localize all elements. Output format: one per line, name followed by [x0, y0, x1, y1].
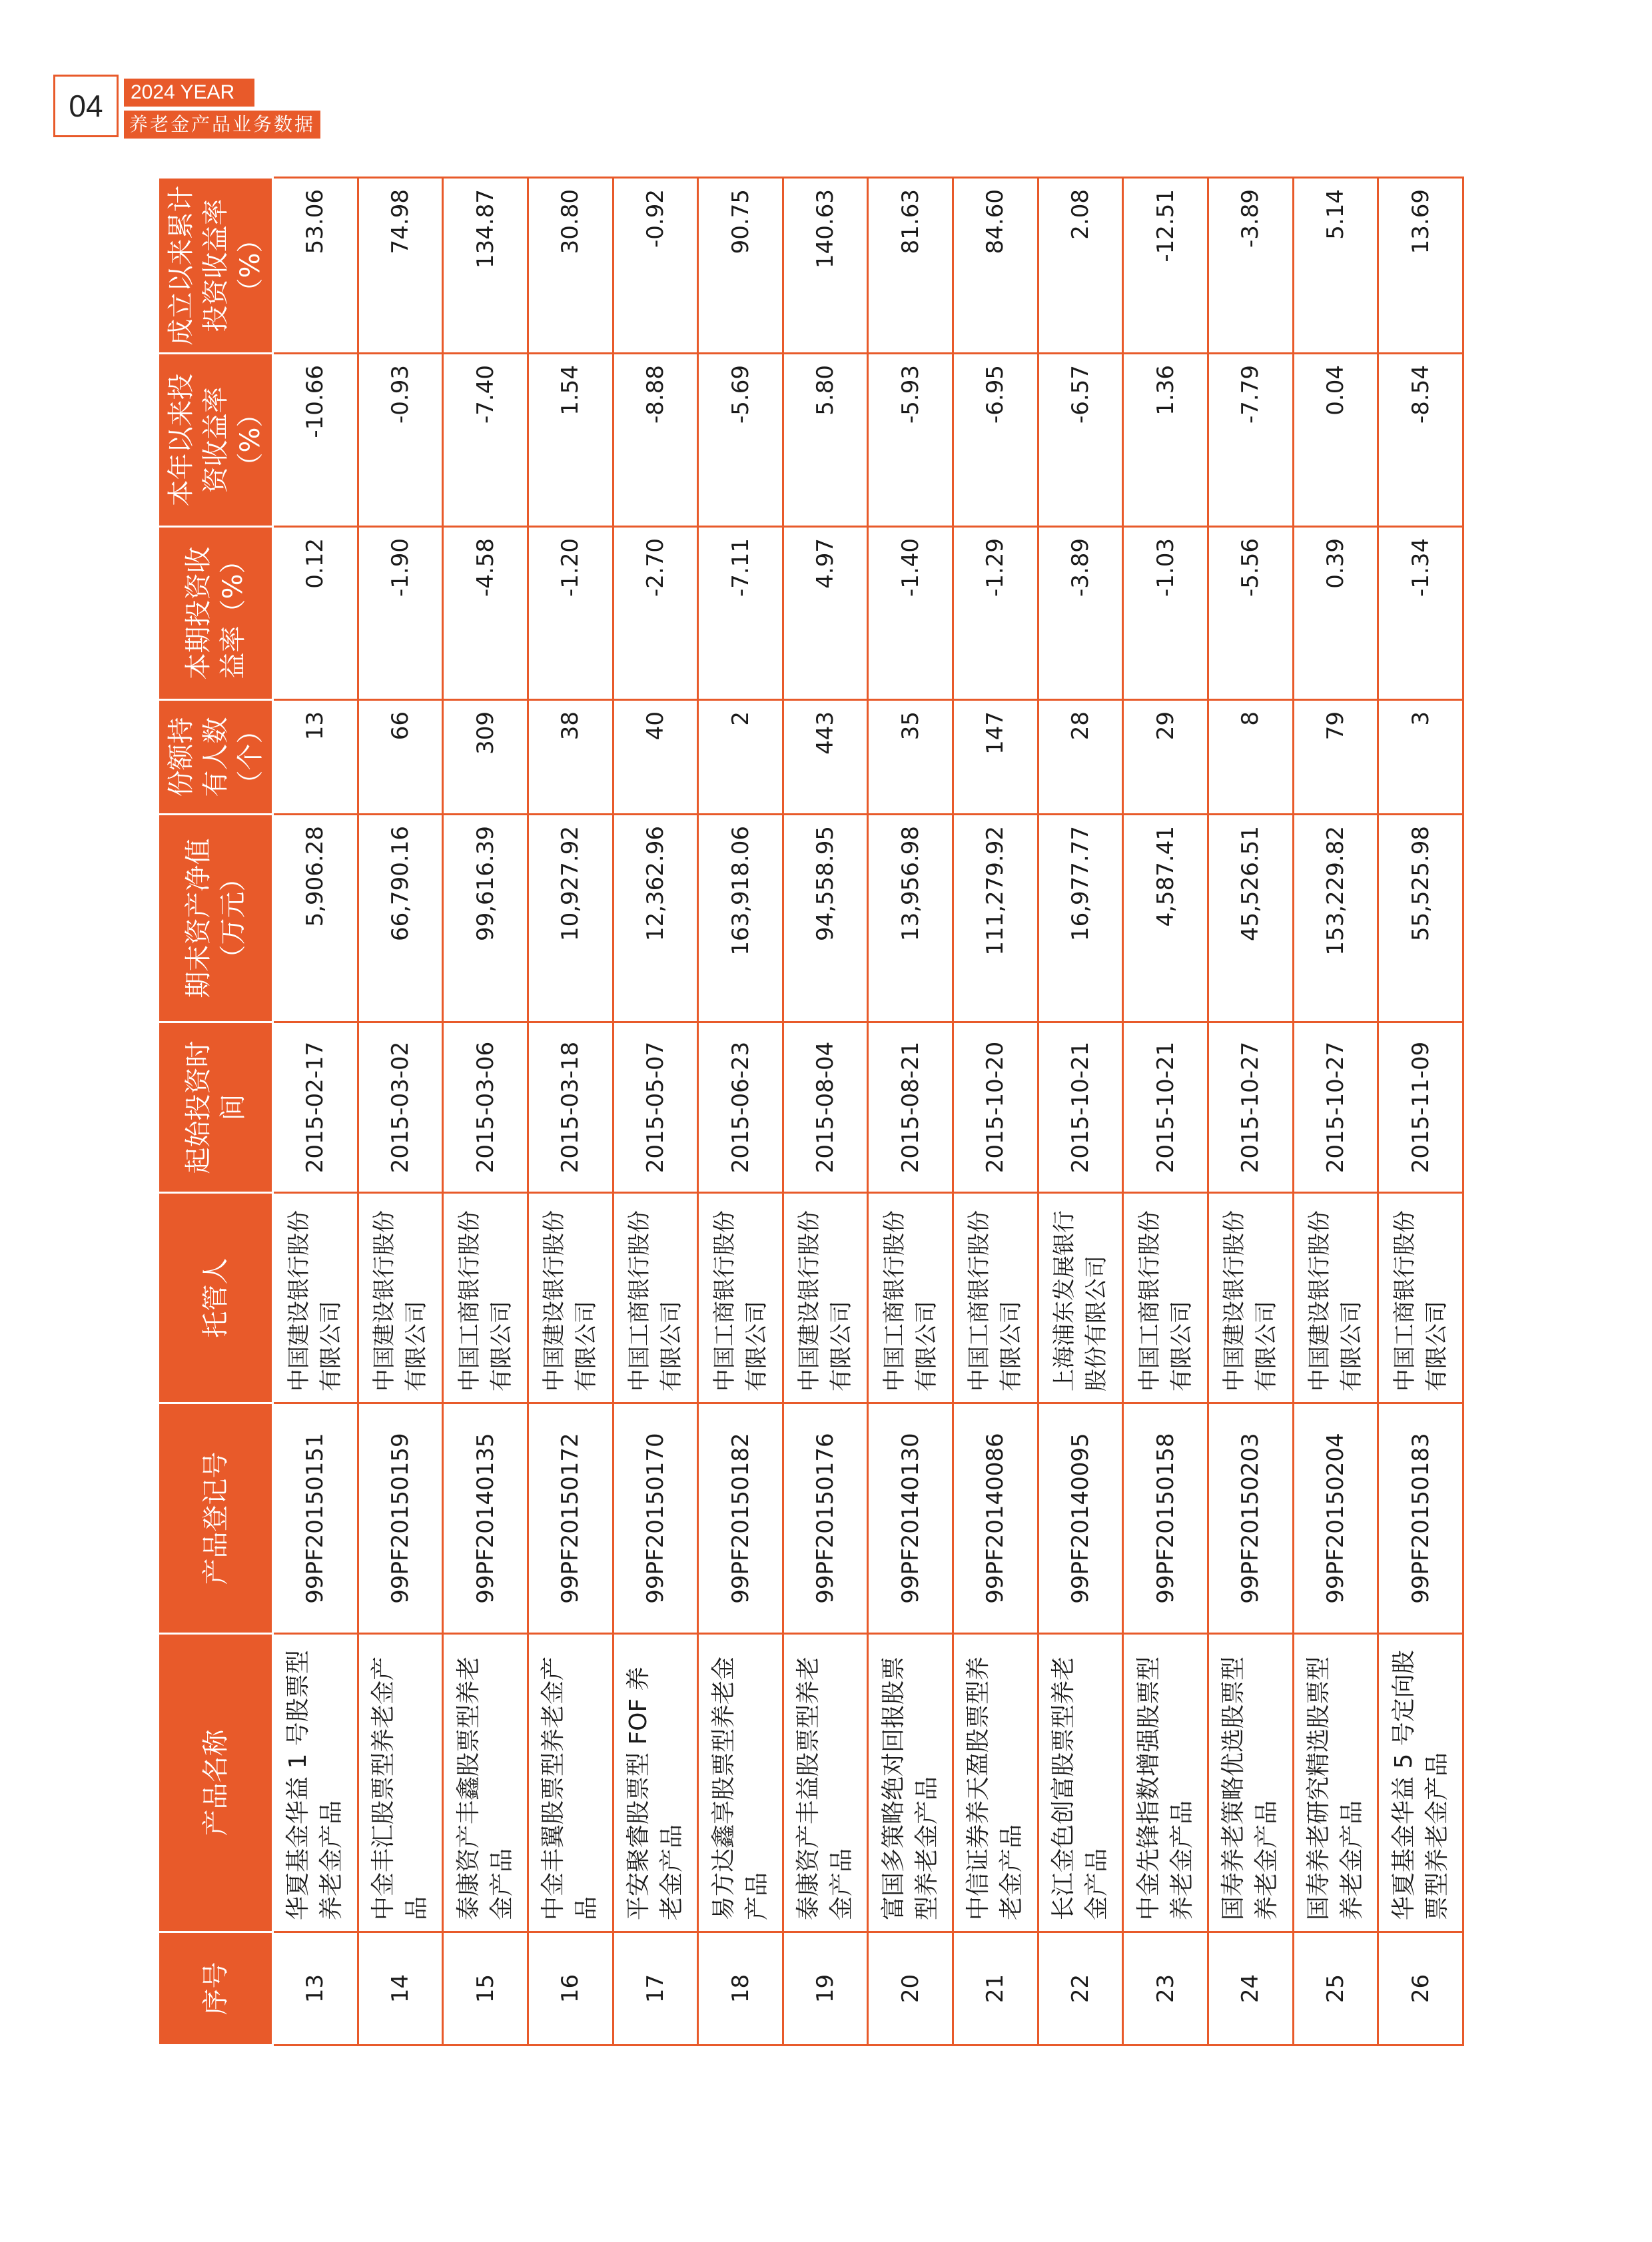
cell-period-return: -1.34	[1378, 527, 1463, 700]
cell-nav: 10,927.92	[528, 815, 613, 1022]
table-row	[1038, 178, 1123, 2046]
table-row	[1123, 178, 1208, 2046]
col-header-ytd-return: 本年以来投资收益率（%）	[159, 354, 273, 527]
cell-holders: 28	[1038, 700, 1123, 815]
cell-cum-return: -0.92	[613, 178, 698, 354]
cell-registration-no: 99PF20150151	[273, 1403, 358, 1634]
cell-cum-return: 30.80	[528, 178, 613, 354]
header-labels	[124, 75, 320, 139]
cell-product-name: 平安聚睿股票型 FOF 养老金产品	[613, 1634, 698, 1932]
cell-holders: 147	[953, 700, 1038, 815]
cell-no: 14	[358, 1932, 443, 2046]
cell-start-date: 2015-02-17	[273, 1022, 358, 1193]
cell-cum-return: 90.75	[698, 178, 783, 354]
cell-period-return: -5.56	[1208, 527, 1294, 700]
cell-no: 15	[443, 1932, 528, 2046]
cell-cum-return: 74.98	[358, 178, 443, 354]
cell-custodian: 上海浦东发展银行股份有限公司	[1038, 1193, 1123, 1403]
cell-registration-no: 99PF20140130	[868, 1403, 953, 1634]
cell-custodian: 中国建设银行股份有限公司	[1293, 1193, 1378, 1403]
cell-period-return: -3.89	[1038, 527, 1123, 700]
cell-ytd-return: -5.69	[698, 354, 783, 527]
cell-cum-return: -12.51	[1123, 178, 1208, 354]
table-row	[358, 178, 443, 2046]
col-header-custodian: 托管人	[159, 1193, 273, 1403]
cell-product-name: 华夏基金华益 5 号定向股票型养老金产品	[1378, 1634, 1463, 1932]
cell-ytd-return: -10.66	[273, 354, 358, 527]
cell-registration-no: 99PF20140086	[953, 1403, 1038, 1634]
cell-period-return: -4.58	[443, 527, 528, 700]
col-header-no: 序号	[159, 1932, 273, 2046]
cell-product-name: 华夏基金华益 1 号股票型养老金产品	[273, 1634, 358, 1932]
cell-registration-no: 99PF20140135	[443, 1403, 528, 1634]
cell-holders: 35	[868, 700, 953, 815]
cell-custodian: 中国建设银行股份有限公司	[528, 1193, 613, 1403]
cell-start-date: 2015-10-27	[1208, 1022, 1294, 1193]
table-row	[868, 178, 953, 2046]
cell-period-return: 4.97	[783, 527, 868, 700]
cell-cum-return: 2.08	[1038, 178, 1123, 354]
cell-period-return: -1.03	[1123, 527, 1208, 700]
cell-nav: 163,918.06	[698, 815, 783, 1022]
cell-ytd-return: -5.93	[868, 354, 953, 527]
cell-start-date: 2015-05-07	[613, 1022, 698, 1193]
cell-no: 16	[528, 1932, 613, 2046]
cell-nav: 5,906.28	[273, 815, 358, 1022]
cell-custodian: 中国工商银行股份有限公司	[698, 1193, 783, 1403]
cell-custodian: 中国工商银行股份有限公司	[613, 1193, 698, 1403]
cell-start-date: 2015-11-09	[1378, 1022, 1463, 1193]
table-row	[443, 178, 528, 2046]
table-row	[1208, 178, 1294, 2046]
table-row	[273, 178, 358, 2046]
cell-period-return: -1.40	[868, 527, 953, 700]
cell-no: 24	[1208, 1932, 1294, 2046]
cell-start-date: 2015-03-06	[443, 1022, 528, 1193]
cell-nav: 94,558.95	[783, 815, 868, 1022]
col-header-start: 起始投资时间	[159, 1022, 273, 1193]
cell-nav: 153,229.82	[1293, 815, 1378, 1022]
cell-period-return: 0.39	[1293, 527, 1378, 700]
cell-nav: 13,956.98	[868, 815, 953, 1022]
cell-custodian: 中国建设银行股份有限公司	[273, 1193, 358, 1403]
cell-no: 21	[953, 1932, 1038, 2046]
cell-product-name: 国寿养老策略优选股票型养老金产品	[1208, 1634, 1294, 1932]
cell-ytd-return: 1.54	[528, 354, 613, 527]
cell-registration-no: 99PF20140095	[1038, 1403, 1123, 1634]
cell-start-date: 2015-08-04	[783, 1022, 868, 1193]
cell-no: 18	[698, 1932, 783, 2046]
cell-nav: 16,977.77	[1038, 815, 1123, 1022]
col-header-holders: 份额持有人数（个）	[159, 700, 273, 815]
cell-ytd-return: -0.93	[358, 354, 443, 527]
cell-holders: 13	[273, 700, 358, 815]
cell-start-date: 2015-10-20	[953, 1022, 1038, 1193]
cell-cum-return: 13.69	[1378, 178, 1463, 354]
table-row	[953, 178, 1038, 2046]
col-header-period-return: 本期投资收益率（%）	[159, 527, 273, 700]
cell-holders: 443	[783, 700, 868, 815]
cell-product-name: 中金丰翼股票型养老金产品	[528, 1634, 613, 1932]
cell-ytd-return: -8.88	[613, 354, 698, 527]
cell-period-return: -1.29	[953, 527, 1038, 700]
cell-ytd-return: -6.95	[953, 354, 1038, 527]
cell-period-return: -7.11	[698, 527, 783, 700]
cell-cum-return: 81.63	[868, 178, 953, 354]
cell-nav: 66,790.16	[358, 815, 443, 1022]
cell-no: 19	[783, 1932, 868, 2046]
table-row	[528, 178, 613, 2046]
cell-no: 20	[868, 1932, 953, 2046]
cell-custodian: 中国工商银行股份有限公司	[1123, 1193, 1208, 1403]
cell-product-name: 富国多策略绝对回报股票型养老金产品	[868, 1634, 953, 1932]
table-row	[698, 178, 783, 2046]
cell-registration-no: 99PF20150172	[528, 1403, 613, 1634]
cell-holders: 79	[1293, 700, 1378, 815]
cell-registration-no: 99PF20150170	[613, 1403, 698, 1634]
page-number: 04	[53, 75, 119, 137]
cell-period-return: 0.12	[273, 527, 358, 700]
cell-start-date: 2015-10-27	[1293, 1022, 1378, 1193]
cell-holders: 8	[1208, 700, 1294, 815]
cell-no: 23	[1123, 1932, 1208, 2046]
table-row	[613, 178, 698, 2046]
cell-registration-no: 99PF20150204	[1293, 1403, 1378, 1634]
cell-custodian: 中国工商银行股份有限公司	[1378, 1193, 1463, 1403]
year-label: 2024 YEAR	[124, 79, 254, 107]
cell-nav: 45,526.51	[1208, 815, 1294, 1022]
col-header-reg: 产品登记号	[159, 1403, 273, 1634]
cell-custodian: 中国工商银行股份有限公司	[443, 1193, 528, 1403]
cell-product-name: 中金先锋指数增强股票型养老金产品	[1123, 1634, 1208, 1932]
cell-start-date: 2015-06-23	[698, 1022, 783, 1193]
cell-holders: 3	[1378, 700, 1463, 815]
col-header-nav: 期末资产净值（万元）	[159, 815, 273, 1022]
cell-cum-return: -3.89	[1208, 178, 1294, 354]
section-subtitle: 养老金产品业务数据	[124, 111, 320, 139]
cell-registration-no: 99PF20150159	[358, 1403, 443, 1634]
cell-product-name: 长江金色创富股票型养老金产品	[1038, 1634, 1123, 1932]
cell-product-name: 国寿养老研究精选股票型养老金产品	[1293, 1634, 1378, 1932]
cell-start-date: 2015-10-21	[1038, 1022, 1123, 1193]
cell-start-date: 2015-08-21	[868, 1022, 953, 1193]
cell-no: 17	[613, 1932, 698, 2046]
cell-cum-return: 134.87	[443, 178, 528, 354]
cell-no: 25	[1293, 1932, 1378, 2046]
cell-product-name: 中信证券养天盈股票型养老金产品	[953, 1634, 1038, 1932]
cell-nav: 12,362.96	[613, 815, 698, 1022]
cell-nav: 4,587.41	[1123, 815, 1208, 1022]
cell-product-name: 泰康资产丰益股票型养老金产品	[783, 1634, 868, 1932]
table-row	[1378, 178, 1463, 2046]
cell-holders: 2	[698, 700, 783, 815]
cell-no: 26	[1378, 1932, 1463, 2046]
cell-registration-no: 99PF20150203	[1208, 1403, 1294, 1634]
cell-custodian: 中国工商银行股份有限公司	[868, 1193, 953, 1403]
cell-custodian: 中国工商银行股份有限公司	[953, 1193, 1038, 1403]
cell-holders: 40	[613, 700, 698, 815]
cell-cum-return: 140.63	[783, 178, 868, 354]
cell-holders: 309	[443, 700, 528, 815]
cell-ytd-return: 1.36	[1123, 354, 1208, 527]
cell-registration-no: 99PF20150183	[1378, 1403, 1463, 1634]
cell-registration-no: 99PF20150158	[1123, 1403, 1208, 1634]
cell-holders: 38	[528, 700, 613, 815]
page-header	[53, 75, 320, 139]
cell-ytd-return: 5.80	[783, 354, 868, 527]
table-header-row	[159, 178, 273, 2046]
cell-period-return: -1.20	[528, 527, 613, 700]
cell-nav: 99,616.39	[443, 815, 528, 1022]
cell-start-date: 2015-03-18	[528, 1022, 613, 1193]
cell-ytd-return: 0.04	[1293, 354, 1378, 527]
cell-start-date: 2015-10-21	[1123, 1022, 1208, 1193]
col-header-name: 产品名称	[159, 1634, 273, 1932]
cell-cum-return: 5.14	[1293, 178, 1378, 354]
cell-holders: 29	[1123, 700, 1208, 815]
cell-ytd-return: -6.57	[1038, 354, 1123, 527]
rotated-table-wrapper	[157, 179, 1464, 2046]
cell-registration-no: 99PF20150182	[698, 1403, 783, 1634]
table-row	[783, 178, 868, 2046]
cell-period-return: -1.90	[358, 527, 443, 700]
cell-product-name: 泰康资产丰鑫股票型养老金产品	[443, 1634, 528, 1932]
cell-no: 22	[1038, 1932, 1123, 2046]
cell-holders: 66	[358, 700, 443, 815]
cell-registration-no: 99PF20150176	[783, 1403, 868, 1634]
cell-custodian: 中国建设银行股份有限公司	[358, 1193, 443, 1403]
cell-period-return: -2.70	[613, 527, 698, 700]
cell-ytd-return: -8.54	[1378, 354, 1463, 527]
cell-start-date: 2015-03-02	[358, 1022, 443, 1193]
pension-product-table	[157, 177, 1464, 2046]
col-header-cum-return: 成立以来累计投资收益率（%）	[159, 178, 273, 354]
cell-ytd-return: -7.40	[443, 354, 528, 527]
cell-custodian: 中国建设银行股份有限公司	[783, 1193, 868, 1403]
cell-cum-return: 53.06	[273, 178, 358, 354]
cell-custodian: 中国建设银行股份有限公司	[1208, 1193, 1294, 1403]
cell-nav: 55,525.98	[1378, 815, 1463, 1022]
cell-product-name: 易方达鑫享股票型养老金产品	[698, 1634, 783, 1932]
cell-product-name: 中金丰汇股票型养老金产品	[358, 1634, 443, 1932]
cell-nav: 111,279.92	[953, 815, 1038, 1022]
cell-cum-return: 84.60	[953, 178, 1038, 354]
cell-ytd-return: -7.79	[1208, 354, 1294, 527]
cell-no: 13	[273, 1932, 358, 2046]
table-row	[1293, 178, 1378, 2046]
